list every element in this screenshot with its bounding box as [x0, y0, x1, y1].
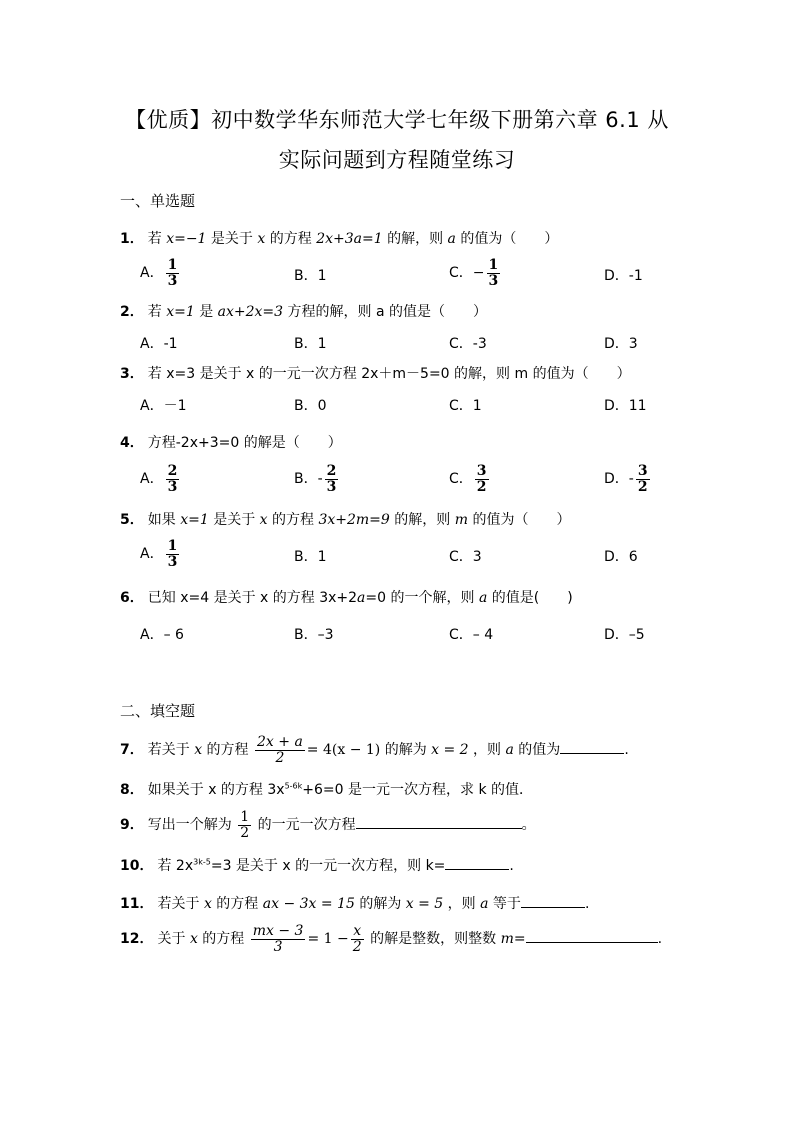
punctuation: . [657, 931, 663, 948]
question-text: 的值是( ) [487, 590, 573, 606]
question-12 [120, 924, 662, 954]
option-b [294, 464, 340, 494]
option-a: A．– 6 [140, 627, 184, 643]
minus-sign: − [472, 265, 485, 282]
question-number: 11． [120, 896, 154, 912]
option-d [604, 464, 652, 494]
option-c [449, 258, 502, 288]
question-text: 写出一个解为 [147, 817, 237, 834]
option-c [449, 464, 491, 494]
question-number: 7． [120, 742, 144, 759]
question-text: 的解为 [354, 896, 406, 912]
option-c: C．1 [449, 398, 482, 414]
numerator: 1 [488, 257, 499, 273]
denominator: 3 [167, 478, 178, 495]
math-expression: a [478, 590, 488, 606]
math-expression: x = 5 [405, 896, 444, 912]
option-a [140, 539, 181, 569]
question-text: 是关于 [208, 512, 260, 528]
question-10 [120, 855, 514, 875]
option-b: B．1 [294, 268, 327, 284]
question-text: 若 [147, 304, 167, 320]
option-d: D．-1 [604, 268, 643, 284]
question-text: 的值为 [513, 742, 561, 759]
numerator: 2 [167, 463, 178, 479]
question-number: 2． [120, 304, 144, 320]
math-expression: a [357, 590, 366, 606]
option-a [140, 258, 181, 288]
question-text: 如果关于 x 的方程 3x [147, 782, 285, 798]
question-9 [120, 810, 536, 840]
answer-blank[interactable] [445, 869, 509, 870]
fraction [238, 810, 251, 840]
option-label: C． [449, 471, 473, 488]
math-expression: a [505, 742, 514, 759]
denominator: 3 [167, 272, 178, 289]
question-text: 的值为（ ） [455, 231, 559, 247]
question-number: 8． [120, 782, 144, 798]
denominator: 3 [273, 938, 283, 955]
fraction [166, 539, 180, 569]
question-number: 6． [120, 590, 144, 606]
question-text: ，则 [443, 896, 481, 912]
math-expression: x [189, 931, 198, 948]
denominator: 2 [240, 824, 250, 841]
question-11 [120, 893, 589, 913]
question-text: 的方程 [211, 896, 263, 912]
numerator: mx − 3 [252, 923, 304, 939]
numerator: 2x + a [257, 734, 303, 750]
fraction [636, 464, 650, 494]
question-text: = [513, 931, 526, 948]
question-2 [120, 301, 487, 321]
question-1 [120, 228, 558, 248]
question-text: 如果 [147, 512, 181, 528]
numerator: 3 [476, 463, 487, 479]
question-text: 若 [147, 231, 167, 247]
question-number: 3． [120, 366, 144, 382]
question-text: 是 [194, 304, 218, 320]
denominator: 2 [637, 478, 648, 495]
question-text: =0 的一个解，则 [365, 590, 479, 606]
option-c: C．3 [449, 549, 482, 565]
question-number: 1． [120, 231, 144, 247]
answer-blank[interactable] [560, 753, 624, 754]
exponent: 5-6k [284, 781, 303, 791]
math-expression: x [257, 231, 266, 247]
punctuation: . [509, 858, 514, 874]
document-title-line-1: 【优质】初中数学华东师范大学七年级下册第六章 6.1 从 [125, 108, 669, 132]
numerator: 3 [637, 463, 648, 479]
punctuation: 。 [521, 817, 536, 834]
math-expression: x=1 [180, 512, 209, 528]
denominator: 3 [167, 553, 178, 570]
question-5 [120, 509, 570, 529]
question-text: +6=0 是一元一次方程，求 k 的值． [302, 782, 534, 798]
math-expression: ax+2x=3 [217, 304, 284, 320]
math-expression: ax − 3x = 15 [262, 896, 355, 912]
question-text: 的一元一次方程 [253, 817, 356, 834]
question-text: 的方程 [265, 231, 317, 247]
punctuation: . [584, 896, 590, 912]
question-text: 的方程 [202, 742, 254, 759]
math-expression: x=1 [166, 304, 195, 320]
option-b: B．0 [294, 398, 327, 414]
math-expression: x [194, 742, 203, 759]
math-expression: a [447, 231, 456, 247]
fraction [251, 924, 306, 954]
denominator: 2 [352, 938, 362, 955]
section-heading-fill-blank: 二、填空题 [120, 702, 196, 720]
option-a [140, 464, 181, 494]
question-text: 若 x=3 是关于 x 的一元一次方程 2x＋m－5=0 的解，则 m 的值为（ ） [147, 366, 631, 382]
fraction [487, 258, 501, 288]
option-a: A．-1 [140, 336, 178, 352]
question-text: 的解，则 [382, 231, 448, 247]
question-3 [120, 363, 631, 383]
option-d: D．3 [604, 336, 638, 352]
math-expression: 3x+2m=9 [318, 512, 390, 528]
answer-blank[interactable] [521, 907, 585, 908]
math-expression: x [203, 896, 212, 912]
answer-blank[interactable] [356, 828, 522, 829]
numerator: 1 [240, 809, 250, 825]
denominator: 3 [326, 478, 337, 495]
math-expression: m [500, 931, 514, 948]
math-expression: = 4(x − 1) [306, 742, 381, 759]
question-8 [120, 779, 533, 799]
option-c: C．– 4 [449, 627, 494, 643]
numerator: 2 [326, 463, 337, 479]
question-text: 若 2x [157, 858, 194, 874]
numerator: 1 [167, 538, 178, 554]
denominator: 2 [275, 749, 285, 766]
math-expression: x [259, 512, 268, 528]
question-number: 10． [120, 858, 154, 874]
question-number: 12． [120, 931, 154, 948]
fraction [255, 735, 305, 765]
option-label: A． [140, 546, 164, 563]
option-label: A． [140, 265, 164, 282]
option-label: B．- [294, 471, 323, 488]
question-text: 的解为 [380, 742, 432, 759]
numerator: 1 [167, 257, 178, 273]
fraction [325, 464, 339, 494]
option-d: D．–5 [604, 627, 645, 643]
fraction [166, 258, 180, 288]
denominator: 2 [476, 478, 487, 495]
question-7 [120, 735, 629, 765]
option-b: B．1 [294, 549, 327, 565]
math-expression: a [480, 896, 489, 912]
math-expression: = 1 − [307, 931, 349, 948]
numerator: x [351, 924, 364, 940]
question-text: 是关于 [206, 231, 258, 247]
question-number: 5． [120, 512, 144, 528]
option-a: A．－1 [140, 398, 187, 414]
option-b: B．1 [294, 336, 327, 352]
exponent: 3k-5 [193, 857, 211, 867]
question-text: 若关于 [147, 742, 195, 759]
option-b: B．–3 [294, 627, 334, 643]
question-6 [120, 587, 573, 607]
question-text: 的解，则 [389, 512, 455, 528]
document-title-line-2: 实际问题到方程随堂练习 [278, 148, 516, 172]
question-text: 已知 x=4 是关于 x 的方程 3x+2 [147, 590, 358, 606]
section-heading-single-choice: 一、单选题 [120, 192, 196, 210]
fraction [475, 464, 489, 494]
question-text: =3 是关于 x 的一元一次方程，则 k= [210, 858, 446, 874]
question-text: ，则 [468, 742, 506, 759]
question-text: 关于 [157, 931, 190, 948]
question-number: 4． [120, 435, 144, 451]
question-4 [120, 432, 342, 452]
option-c: C．-3 [449, 336, 487, 352]
option-label: D．- [604, 471, 634, 488]
math-expression: m [454, 512, 469, 528]
question-text: 若关于 [157, 896, 204, 912]
punctuation: . [624, 742, 629, 759]
option-d: D．6 [604, 549, 638, 565]
math-expression: x=−1 [166, 231, 207, 247]
option-d: D．11 [604, 398, 647, 414]
question-text: 的方程 [197, 931, 249, 948]
denominator: 3 [488, 272, 499, 289]
math-expression: x = 2 [431, 742, 469, 759]
question-number: 9． [120, 817, 144, 834]
fraction [166, 464, 180, 494]
math-expression: 2x+3a=1 [316, 231, 383, 247]
fraction [351, 924, 364, 954]
option-label: C． [449, 265, 473, 282]
question-text: 等于 [488, 896, 521, 912]
question-text: 的值为（ ） [468, 512, 571, 528]
question-text: 方程的解，则 a 的值是（ ） [283, 304, 488, 320]
answer-blank[interactable] [526, 942, 658, 943]
question-text: 的解是整数，则整数 [365, 931, 501, 948]
question-text: 的方程 [267, 512, 319, 528]
option-label: A． [140, 471, 164, 488]
question-text: 方程-2x+3=0 的解是（ ） [147, 435, 342, 451]
